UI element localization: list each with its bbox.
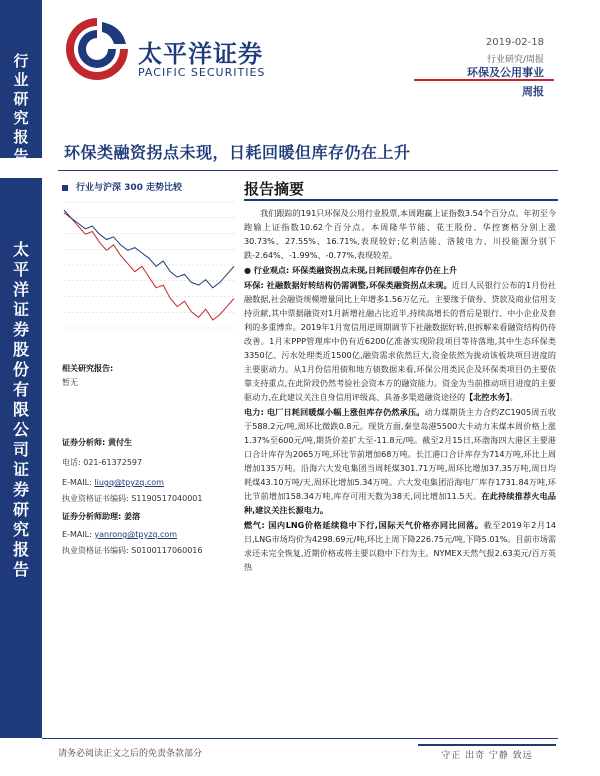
title-divider <box>58 170 558 171</box>
recommended-stock: 【北控水务】 <box>465 392 510 402</box>
side-bottom-char: 告 <box>12 560 29 579</box>
summary-body <box>244 206 556 575</box>
pacific-securities-logo <box>62 14 132 84</box>
side-bottom-char: 洋 <box>12 280 29 299</box>
assistant-email-row <box>62 528 177 541</box>
side-top-char: 告 <box>13 147 29 165</box>
power-conclusion: 在此持续推荐火电品种,建议关注长源电力。 <box>244 491 556 515</box>
side-bottom-char: 报 <box>12 540 29 559</box>
side-bottom-char: 限 <box>12 400 29 419</box>
series-line-industry <box>64 213 234 320</box>
side-label-industry-research <box>0 0 42 166</box>
side-bottom-char: 究 <box>12 520 29 539</box>
analyst-name: 证券分析师: 黄付生 <box>62 438 132 447</box>
series-line-hs300 <box>64 210 234 288</box>
gas-body: 截至2019年2月14日,LNG市场均价为4298.69元/吨,环比上周下降226.75元/吨,下降5.01%。目前市场需求还未完全恢复,近期价格或将主要以稳中下行为主。NYMEX天然气报2.63美元/百万英热 <box>244 520 556 572</box>
side-label-company <box>0 178 42 580</box>
side-bottom-char: 股 <box>12 340 29 359</box>
assistant-name: 证券分析师助理: 姜溶 <box>62 512 140 521</box>
assistant-license: 执业资格证书编码: S0100117060016 <box>62 546 203 555</box>
side-bottom-char: 券 <box>12 320 29 339</box>
side-bottom-char: 太 <box>12 240 29 259</box>
performance-chart <box>60 196 238 336</box>
side-bottom-char: 公 <box>12 420 29 439</box>
summary-viewpoint: ● 行业观点: 环保类融资拐点未现,日耗回暖但库存仍在上升 <box>244 265 458 275</box>
summary-environment <box>244 278 556 404</box>
viewpoint-heading: 行业观点: 环保类融资拐点未现,日耗回暖但库存仍在上升 <box>253 265 458 275</box>
analyst-email-row <box>62 476 164 489</box>
side-label-bar <box>0 0 42 165</box>
side-top-char: 报 <box>13 128 29 146</box>
side-top-char: 业 <box>13 71 29 89</box>
side-bottom-char: 司 <box>12 440 29 459</box>
report-date: 2019-02-18 <box>485 37 544 48</box>
email-prefix: E-MAIL: <box>62 530 95 539</box>
summary-divider <box>244 199 558 201</box>
email-prefix: E-MAIL: <box>62 478 95 487</box>
brand-name-cn: 太平洋证券 <box>138 40 263 68</box>
report-type: 行业研究/周报 <box>486 55 544 65</box>
footer-disclaimer: 请务必阅读正文之后的免责条款部分 <box>58 749 203 759</box>
brand-name-en: PACIFIC SECURITIES <box>138 66 266 79</box>
bullet-square-icon <box>62 185 68 191</box>
summary-power <box>244 405 556 517</box>
analyst-license: 执业资格证书编码: S1190517040001 <box>62 494 203 503</box>
side-bottom-char: 有 <box>12 380 29 399</box>
side-bottom-char: 份 <box>12 360 29 379</box>
weekly-label: 周报 <box>522 85 544 98</box>
related-reports-label: 相关研究报告: <box>62 364 114 373</box>
summary-paragraph: 我们跟踪的191只环保及公用行业股票,本周跑赢上证指数3.54个百分点。年初至今跑输上证指数10.62个百分点。本周隆华节能、花王股份、华控赛格分别上涨30.73%、27.55%、16.71%,表现较好;亿利洁能、洛陵电力、川投能源分别下跌-2.64%、-1.99%、-0.77%,表现较差。 <box>244 208 556 260</box>
power-heading: 电力: 电厂日耗回暖煤小幅上涨但库存仍然承压。 <box>244 407 425 417</box>
environment-end: 。 <box>509 392 518 402</box>
chart-grid <box>64 202 234 328</box>
side-bottom-char: 证 <box>12 460 29 479</box>
summary-title: 报告摘要 <box>244 180 305 198</box>
footer-divider <box>42 738 558 739</box>
chart-header <box>62 180 182 193</box>
side-top-char: 行 <box>13 52 29 70</box>
side-bottom-char: 券 <box>12 480 29 499</box>
side-top-char: 究 <box>13 109 29 127</box>
related-reports-value: 暂无 <box>62 378 78 387</box>
side-bottom-char: 研 <box>12 500 29 519</box>
side-company-bar <box>0 178 42 738</box>
report-title: 环保类融资拐点未现，日耗回暖但库存仍在上升 <box>64 143 411 162</box>
summary-gas <box>244 518 556 574</box>
power-body: 动力煤期货主力合约ZC1905周五收于588.2元/吨,周环比微跌0.8元。现货方面,秦皇岛港5500大卡动力末煤本周价格上涨1.37%至600元/吨,期货价差扩大至-11.8元/吨。截至2月15日,环渤海四大港区主要港口合计库存为2065万吨,环比节前增加68万吨。长江港口合计库存为714万吨,环比上周增加135万吨。沿海六大发电集团当周耗煤301.71万吨,周环比增加37.35万吨,周日均耗煤43.10万吨/天,周环比增加5.34万吨。六大发电集团沿海电厂库存1731.84万吨,环比节前增加158.34万吨,库存可用天数为38天,同比增加11.5天。 <box>244 407 557 501</box>
footer-motto: 守正 出奇 宁静 致远 <box>418 744 556 760</box>
analyst-phone: 电话: 021-61372597 <box>62 458 143 467</box>
environment-heading: 环保: 社融数据好转结构仍需调整,环保类融资拐点未现。 <box>244 280 452 290</box>
assistant-email-link[interactable]: yanrong@tpyzq.com <box>94 530 178 539</box>
industry-label: 环保及公用事业 <box>467 66 544 79</box>
side-top-char: 研 <box>13 90 29 108</box>
side-bottom-char: 平 <box>12 260 29 279</box>
environment-body: 近日人民银行公布的1月份社融数据,社会融资规模增量同比上年增多1.56万亿元。主要缘于债券、贷款及商业信用支持贡献,其中票据融资对1月新增社融占比近半,持续高增长的背后是银行、中小企业及套利的多重博弈。2019年1月宽信用逆周期调节下社融数据好转,但拆解来看融资结构仍待改善。1月末PPP管理库中仍有近6200亿准备实现阶段项目等待落地,其中生态环保类3350亿、污水处理类近1500亿,融资需求依然巨大,资金依然为拢动该板块项目进度的主要驱动力。从1月份信用债和地方债数据来看,环保公用类民企及环保类项目仍主要依靠支持重点,在此阶段仍然考验社会资本方的融资能力。资金为当前推动项目进度的主要驱动力,在此建议关注自身信用评级高、具备多渠道融资途径的 <box>244 280 556 402</box>
side-bottom-char: 证 <box>12 300 29 319</box>
gas-heading: 燃气: 国内LNG价格延续稳中下行,国际天气价格亦同比回落。 <box>244 520 484 530</box>
analyst-email-link[interactable]: liugq@tpyzq.com <box>94 478 164 487</box>
chart-title: 行业与沪深 300 走势比较 <box>76 183 183 193</box>
header-divider <box>414 79 554 81</box>
